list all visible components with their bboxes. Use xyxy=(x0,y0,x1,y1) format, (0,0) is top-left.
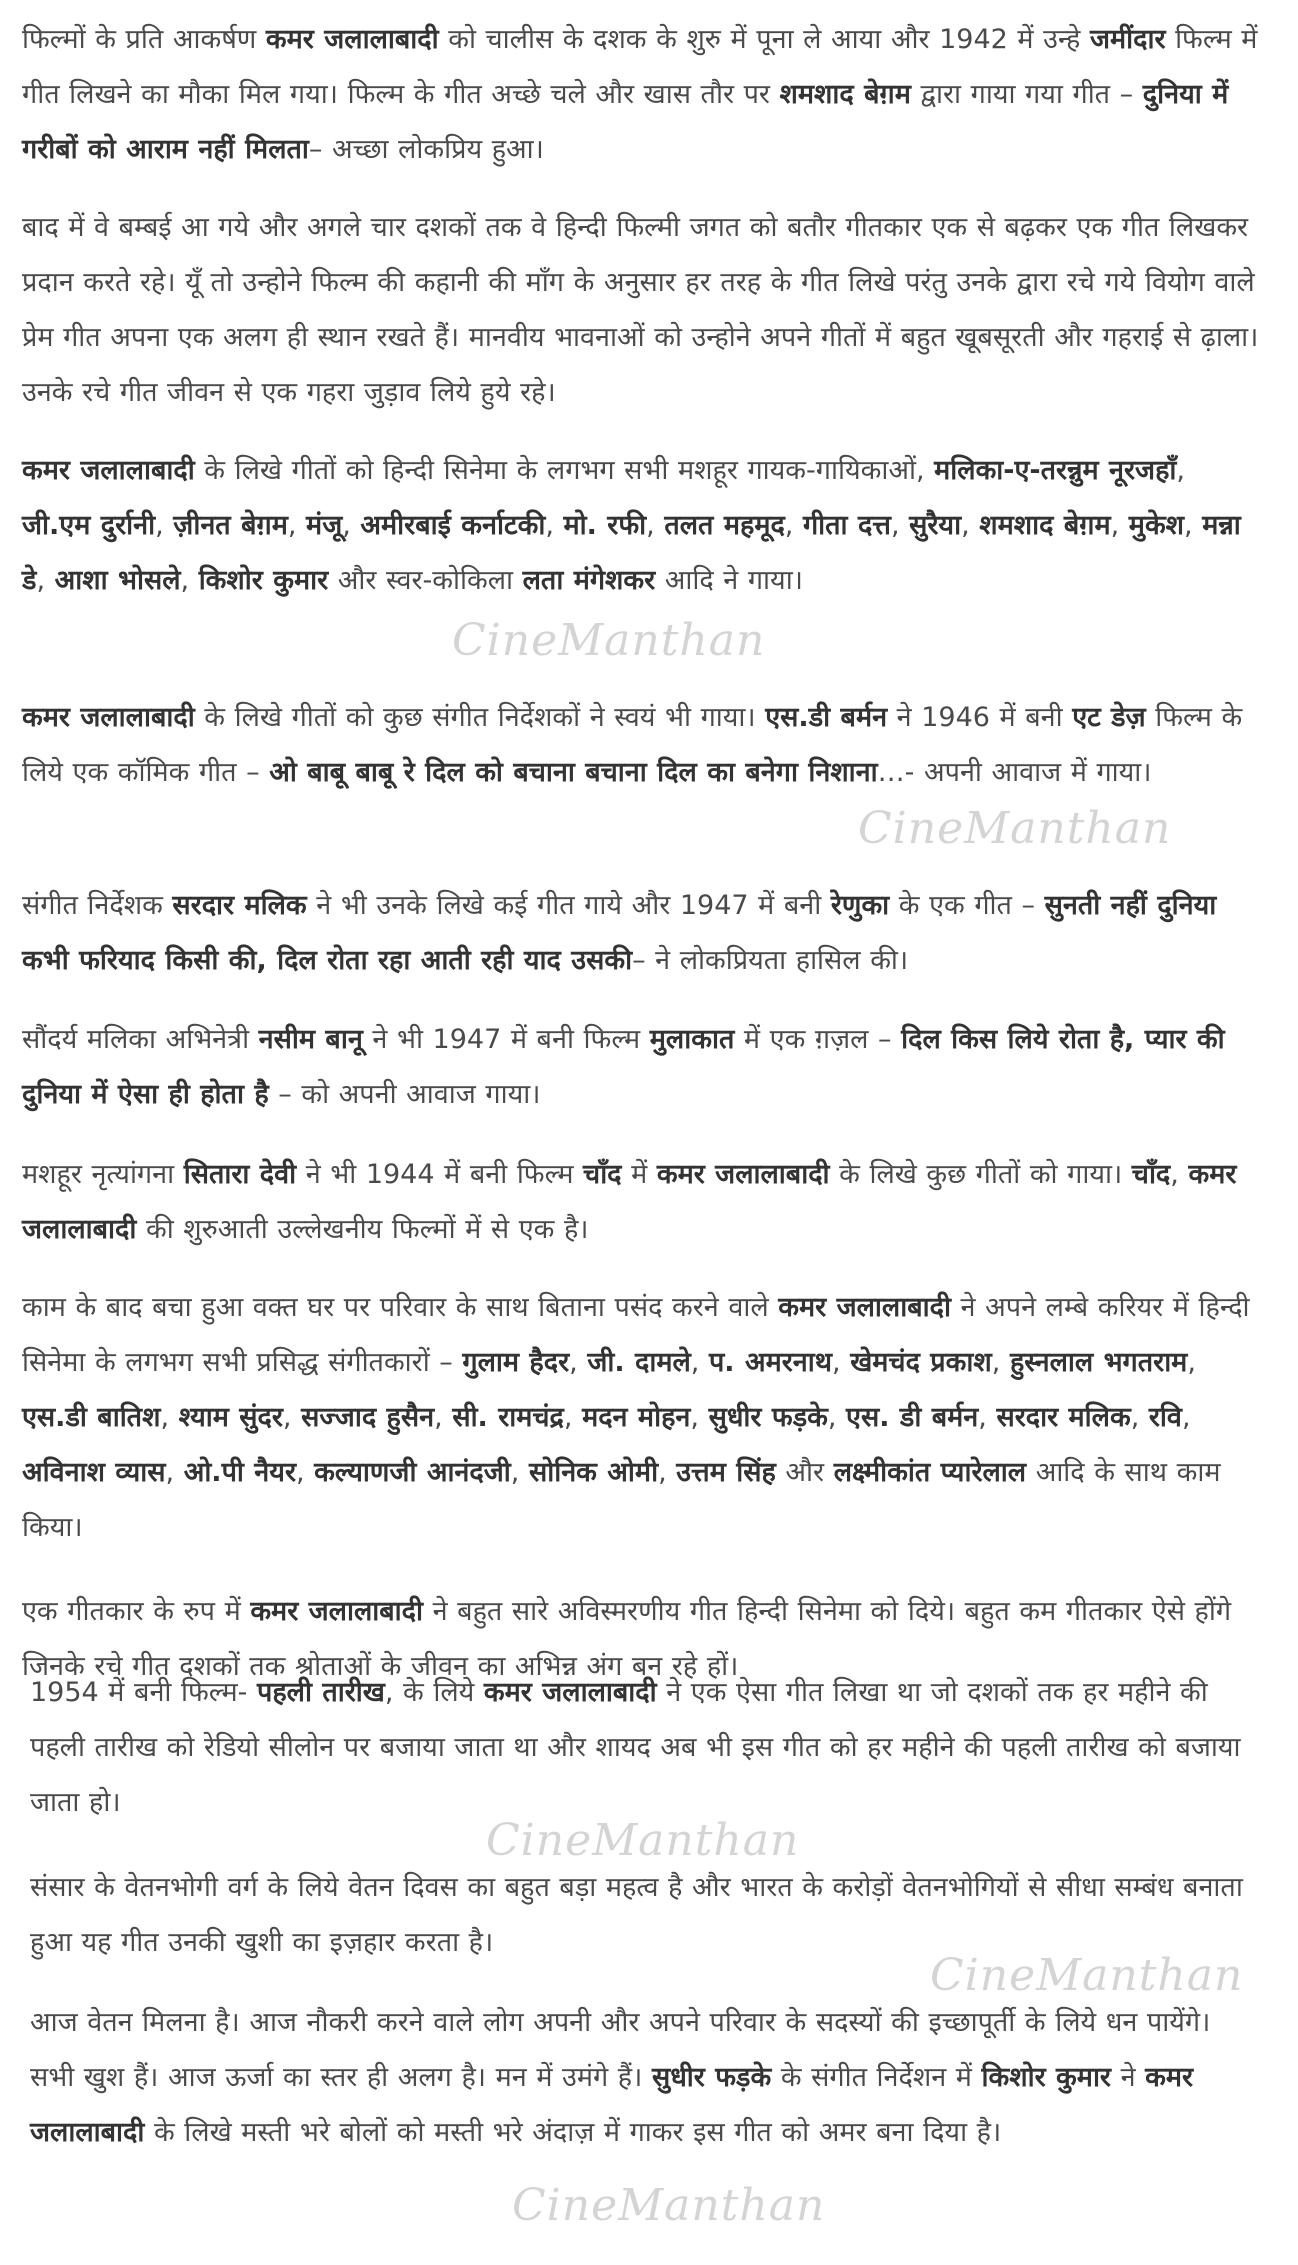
bold-text: कमर जलालाबादी xyxy=(30,2062,1194,2148)
text-run: , xyxy=(991,1347,1010,1378)
text-run: फिल्मों के प्रति आकर्षण xyxy=(22,24,266,55)
text-run: द्वारा गाया गया गीत – xyxy=(910,79,1143,110)
bold-text: सुधीर फड़के xyxy=(708,1402,828,1433)
text-run: के संगीत निर्देशन में xyxy=(771,2062,982,2093)
text-run: में xyxy=(621,1159,657,1190)
bold-text: कमर जलालाबादी xyxy=(265,24,439,55)
text-run: , xyxy=(690,1402,709,1433)
bold-text: रेणुका xyxy=(830,890,890,921)
bold-text: मुकेश xyxy=(1128,510,1185,541)
bold-text: उत्तम सिंह xyxy=(676,1457,776,1488)
bold-text: जी. दामले xyxy=(587,1347,691,1378)
text-run: के एक गीत – xyxy=(889,890,1045,921)
text-run: , xyxy=(961,510,980,541)
text-run: के लिखे गीतों को हिन्दी सिनेमा के लगभग सभी मशहूर गायक-गायिकाओं, xyxy=(194,455,935,486)
bold-text: किशोर कुमार xyxy=(981,2062,1111,2093)
bold-text: कमर जलालाबादी xyxy=(483,1677,657,1708)
text-run: ने भी 1947 में बनी फिल्म xyxy=(362,1024,650,1055)
bold-text: सोनिक ओमी xyxy=(528,1457,659,1488)
text-run: , xyxy=(1110,510,1129,541)
bold-text: लता मंगेशकर xyxy=(522,565,656,596)
bold-text: गीता दत्त xyxy=(802,510,891,541)
text-run: , xyxy=(1181,1402,1191,1433)
paragraph-music-directors xyxy=(22,1280,1262,1555)
bold-text: एस. डी बर्मन xyxy=(846,1402,979,1433)
bold-text: मो. रफी xyxy=(563,510,647,541)
text-run: फिल्म में गीत लिखने का मौका मिल गया। फिल्म के गीत अच्छे चले और खास तौर पर xyxy=(22,24,1258,110)
text-run: – ने लोकप्रियता हासिल की। xyxy=(632,945,909,976)
bold-text: सज्जाद हुसैन xyxy=(301,1402,435,1433)
watermark-text: CineManthan xyxy=(930,1950,1244,2001)
text-run: , xyxy=(784,510,803,541)
text-run: , xyxy=(646,510,665,541)
text-run: मशहूर नृत्यांगना xyxy=(22,1159,184,1190)
text-run: , xyxy=(690,1347,709,1378)
text-run: में एक ग़ज़ल – xyxy=(734,1024,902,1055)
bold-text: हुस्नलाल भगतराम xyxy=(1009,1347,1188,1378)
bold-text: एस.डी बातिश xyxy=(22,1402,161,1433)
bold-text: शमशाद बेग़म xyxy=(979,510,1111,541)
paragraph-singers xyxy=(22,443,1262,608)
text-run: , xyxy=(832,1347,851,1378)
text-run: , xyxy=(295,1457,315,1488)
bold-text: ज़ीनत बेग़म xyxy=(173,510,288,541)
text-run: …- अपनी आवाज में गाया। xyxy=(877,757,1152,788)
text-run: , xyxy=(155,510,174,541)
text-run: , xyxy=(978,1402,997,1433)
text-run: सौंदर्य मलिका अभिनेत्री xyxy=(22,1024,259,1055)
text-run: ने भी उनके लिखे कई गीत गाये और 1947 में बनी xyxy=(306,890,831,921)
text-run: ने बहुत सारे अविस्मरणीय गीत हिन्दी सिनेमा को दिये। बहुत कम गीतकार ऐसे होंगे जिनके रचे गीत दशकों तक श्रोताओं के जीवन का अभिन्न अंग बन रहे हों। xyxy=(22,1596,1232,1682)
bold-text: सी. रामचंद्र xyxy=(452,1402,564,1433)
watermark-text: CineManthan xyxy=(512,2180,826,2231)
text-run: आदि ने गाया। xyxy=(655,565,803,596)
text-run: को चालीस के दशक के शुरु में पूना ले आया और 1942 में उन्हे xyxy=(438,24,1090,55)
paragraph-naseem-banu xyxy=(22,1012,1262,1122)
text-run: , xyxy=(1130,1402,1149,1433)
text-run: के लिखे मस्ती भरे बोलों को मस्ती भरे अंदाज़ में गाकर इस गीत को अमर बना दिया है। xyxy=(144,2117,1002,2148)
bold-text: नसीम बानू xyxy=(258,1024,363,1055)
bold-text: कमर जलालाबादी xyxy=(22,702,195,733)
text-run: और स्वर-कोकिला xyxy=(328,565,523,596)
text-run: फिल्म के लिये एक कॉमिक गीत – xyxy=(22,702,1243,788)
text-run: , xyxy=(569,1347,588,1378)
bold-text: मंजू xyxy=(306,510,343,541)
bold-text: कल्याणजी आनंदजी xyxy=(314,1457,511,1488)
text-run: , xyxy=(1170,1159,1189,1190)
text-run: , xyxy=(827,1402,847,1433)
bold-text: सुनती नहीं दुनिया कभी फरियाद किसी की, दिल रोता रहा आती रही याद उसकी xyxy=(22,890,1217,976)
bold-text: मुलाकात xyxy=(649,1024,735,1055)
bold-text: जी.एम दुर्रानी xyxy=(22,510,156,541)
text-run: , xyxy=(180,565,199,596)
bold-text: सितारा देवी xyxy=(183,1159,297,1190)
text-run: , xyxy=(165,1457,184,1488)
paragraph-sardar-malik xyxy=(22,878,1262,988)
watermark-text: CineManthan xyxy=(858,803,1172,854)
bold-text: सरदार मलिक xyxy=(172,890,307,921)
bold-text: एस.डी बर्मन xyxy=(765,702,888,733)
bold-text: खेमचंद प्रकाश xyxy=(850,1347,992,1378)
bold-text: श्याम सुंदर xyxy=(178,1402,283,1433)
text-run: , xyxy=(563,1402,583,1433)
bold-text: मदन मोहन xyxy=(582,1402,691,1433)
bold-text: आशा भोसले xyxy=(54,565,181,596)
text-run: आज वेतन मिलना है। आज नौकरी करने वाले लोग अपनी और अपने परिवार के सदस्यों की इच्छापूर्ती के लिये धन पायेंगे। सभी खुश हैं। आज ऊर्जा का स्तर ही अलग है। मन में उमंगे हैं। xyxy=(30,2007,1211,2093)
text-run: , xyxy=(1187,1347,1196,1378)
paragraph-bombay-career xyxy=(22,200,1262,420)
bold-text: ओ.पी नैयर xyxy=(183,1457,296,1488)
watermark-text: CineManthan xyxy=(452,615,766,666)
bold-text: ओ बाबू बाबू रे दिल को बचाना बचाना दिल का बनेगा निशाना xyxy=(269,757,878,788)
paragraph-kishore-song xyxy=(30,1995,1260,2160)
bold-text: कमर जलालाबादी xyxy=(22,455,195,486)
bold-text: रवि xyxy=(1148,1402,1182,1433)
text-run: – अच्छा लोकप्रिय हुआ। xyxy=(308,134,544,165)
bold-text: गुलाम हैदर xyxy=(462,1347,570,1378)
text-run: – को अपनी आवाज गाया। xyxy=(268,1079,541,1110)
bold-text: जमींदार xyxy=(1089,24,1166,55)
text-run: ने xyxy=(1110,2062,1146,2093)
text-run: काम के बाद बचा हुआ वक्त घर पर परिवार के साथ बिताना पसंद करने वाले xyxy=(22,1292,779,1323)
text-run: , xyxy=(160,1402,179,1433)
text-run: , xyxy=(1176,455,1185,486)
text-run: आदि के साथ काम किया। xyxy=(22,1457,1221,1543)
bold-text: कमर जलालाबादी xyxy=(656,1159,830,1190)
bold-text: अमीरबाई कर्नाटकी xyxy=(360,510,546,541)
bold-text: कमर जलालाबादी xyxy=(22,1159,1237,1245)
bold-text: एट डेज़ xyxy=(1072,702,1146,733)
text-run: , के लिये xyxy=(384,1677,484,1708)
bold-text: दिल किस लिये रोता है, प्यार की दुनिया में ऐसा ही होता है xyxy=(22,1024,1225,1110)
text-run: , xyxy=(342,510,361,541)
text-run: और xyxy=(775,1457,834,1488)
text-run: बाद में वे बम्बई आ गये और अगले चार दशकों तक वे हिन्दी फिल्मी जगत को बतौर गीतकार एक से बढ़कर एक गीत लिखकर प्रदान करते रहे। यूँ तो उन्होने फिल्म की कहानी की माँग के अनुसार हर तरह के गीत लिखे परंतु उनके द्वारा रचे गये वियोग वाले प्रेम गीत अपना एक अलग ही स्थान रखते हैं। मानवीय भावनाओं को उन्होने अपने गीतों में बहुत खूबसूरती और गहराई से ढ़ाला। उनके रचे गीत जीवन से एक गहरा जुड़ाव लिये हुये रहे। xyxy=(22,212,1259,408)
text-run: ने अपने लम्बे करियर में हिन्दी सिनेमा के लगभग सभी प्रसिद्ध संगीतकारों – xyxy=(22,1292,1250,1378)
paragraph-sitara-devi xyxy=(22,1147,1262,1257)
watermark-text: CineManthan xyxy=(486,1815,800,1866)
bold-text: कमर जलालाबादी xyxy=(250,1596,424,1627)
text-run: , xyxy=(658,1457,677,1488)
bold-text: कमर जलालाबादी xyxy=(778,1292,951,1323)
bold-text: किशोर कुमार xyxy=(198,565,329,596)
paragraph-salary-day xyxy=(30,1860,1260,1970)
text-run: , xyxy=(1184,510,1203,541)
paragraph-composers-sang xyxy=(22,690,1262,800)
bold-text: मन्ना डे xyxy=(22,510,1241,596)
text-run: , xyxy=(510,1457,529,1488)
bold-text: पहली तारीख xyxy=(256,1677,385,1708)
paragraph-pehli-tarikh xyxy=(30,1665,1260,1830)
text-run: ने भी 1944 में बनी फिल्म xyxy=(296,1159,584,1190)
text-run: की शुरुआती उल्लेखनीय फिल्मों में से एक है। xyxy=(136,1214,589,1245)
text-run: , xyxy=(890,510,910,541)
bold-text: चाँद xyxy=(1131,1159,1171,1190)
text-run: , xyxy=(36,565,55,596)
bold-text: चाँद xyxy=(583,1159,622,1190)
text-run: ने एक ऐसा गीत लिखा था जो दशकों तक हर महीने की पहली तारीख को रेडियो सीलोन पर बजाया जाता था और शायद अब भी इस गीत को हर महीने की पहली तारीख को बजाया जाता हो। xyxy=(30,1677,1241,1818)
bold-text: शमशाद बेग़म xyxy=(779,79,911,110)
bold-text: लक्ष्मीकांत प्यारेलाल xyxy=(833,1457,1027,1488)
text-run: के लिखे गीतों को कुछ संगीत निर्देशकों ने स्वयं भी गाया। xyxy=(194,702,766,733)
bold-text: तलत महमूद xyxy=(664,510,785,541)
bold-text: मलिका-ए-तरन्नुम नूरजहाँ xyxy=(934,455,1177,486)
paragraph-jamindar xyxy=(22,12,1262,177)
bold-text: सरदार मलिक xyxy=(996,1402,1131,1433)
text-run: , xyxy=(287,510,307,541)
text-run: , xyxy=(434,1402,453,1433)
text-run: , xyxy=(282,1402,302,1433)
text-run: संगीत निर्देशक xyxy=(22,890,173,921)
bold-text: अविनाश व्यास xyxy=(22,1457,166,1488)
text-run: के लिखे कुछ गीतों को गाया। xyxy=(829,1159,1132,1190)
text-run: एक गीतकार के रुप में xyxy=(22,1596,251,1627)
bold-text: सुरैया xyxy=(909,510,962,541)
bold-text: सुधीर फड़के xyxy=(651,2062,772,2093)
text-run: संसार के वेतनभोगी वर्ग के लिये वेतन दिवस का बहुत बड़ा महत्व है और भारत के करोड़ों वेतनभोगियों से सीधा सम्बंध बनाता हुआ यह गीत उनकी खुशी का इज़हार करता है। xyxy=(30,1872,1243,1958)
text-run: 1954 में बनी फिल्म- xyxy=(30,1677,257,1708)
bold-text: प. अमरनाथ xyxy=(708,1347,833,1378)
text-run: , xyxy=(545,510,564,541)
text-run: ने 1946 में बनी xyxy=(887,702,1073,733)
bold-text: दुनिया में गरीबों को आराम नहीं मिलता xyxy=(22,79,1229,165)
